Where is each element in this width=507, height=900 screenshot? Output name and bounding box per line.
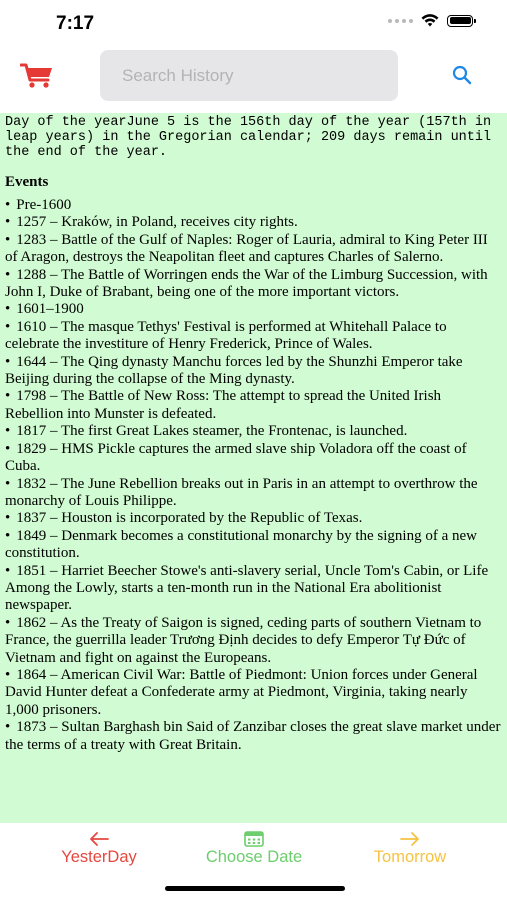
home-indicator[interactable] bbox=[165, 886, 345, 891]
event-item bbox=[5, 301, 502, 318]
bullet: • bbox=[5, 614, 11, 631]
events-list bbox=[0, 197, 507, 754]
bullet: • bbox=[5, 353, 11, 370]
wifi-icon bbox=[421, 14, 439, 27]
bullet: • bbox=[5, 388, 11, 405]
bullet: • bbox=[5, 318, 11, 335]
bullet: • bbox=[5, 301, 11, 318]
bullet: • bbox=[5, 562, 11, 579]
event-item bbox=[5, 232, 502, 267]
search-icon[interactable] bbox=[452, 65, 472, 85]
event-text: 1851 – Harriet Beecher Stowe's anti-slavery serial, Uncle Tom's Cabin, or Life Among the Lowly, starts a ten-month run in the National Era abolitionist newspaper. bbox=[5, 562, 489, 614]
event-item bbox=[5, 214, 502, 231]
bullet: • bbox=[5, 440, 11, 457]
event-item bbox=[5, 615, 502, 667]
choose-date-label: Choose Date bbox=[205, 848, 303, 866]
bullet: • bbox=[5, 197, 11, 213]
event-text: 1644 – The Qing dynasty Manchu forces led by the Shunzhi Emperor take Beijing during the collapse of the Ming dynasty. bbox=[5, 353, 463, 388]
event-text: 1849 – Denmark becomes a constitutional monarchy by the signing of a new constitution. bbox=[5, 527, 477, 562]
event-text: 1864 – American Civil War: Battle of Piedmont: Union forces under General David Hunter defeat a Confederate army at Piedmont, Virginia, taking nearly 1,000 prisoners. bbox=[5, 666, 478, 718]
event-text: 1601–1900 bbox=[16, 301, 84, 318]
event-text: 1832 – The June Rebellion breaks out in Paris in an attempt to overthrow the monarchy of Louis Philippe. bbox=[5, 475, 478, 509]
event-item bbox=[5, 388, 502, 423]
event-text: 1829 – HMS Pickle captures the armed slave ship Voladora off the coast of Cuba. bbox=[5, 440, 467, 475]
bullet: • bbox=[5, 266, 11, 283]
status-icons bbox=[388, 14, 473, 27]
event-item bbox=[5, 667, 502, 719]
event-item bbox=[5, 197, 502, 214]
bullet: • bbox=[5, 527, 11, 544]
search-input[interactable] bbox=[120, 65, 398, 87]
event-item bbox=[5, 441, 502, 476]
event-text: 1288 – The Battle of Worringen ends the War of the Limburg Succession, with John I, Duke of Brabant, being one of the more important victors. bbox=[5, 266, 488, 301]
tomorrow-button[interactable] bbox=[360, 831, 460, 867]
event-text: 1610 – The masque Tethys' Festival is performed at Whitehall Palace to celebrate the investiture of Henry Frederick, Prince of Wales. bbox=[5, 318, 447, 353]
tomorrow-label: Tomorrow bbox=[373, 848, 447, 866]
bullet: • bbox=[5, 510, 11, 527]
status-bar bbox=[0, 0, 507, 46]
event-item bbox=[5, 423, 502, 440]
event-item bbox=[5, 319, 502, 354]
event-text: 1817 – The first Great Lakes steamer, the Frontenac, is launched. bbox=[16, 423, 408, 440]
calendar-icon bbox=[244, 831, 264, 847]
events-heading: Events bbox=[5, 174, 49, 190]
bullet: • bbox=[5, 475, 11, 492]
event-item bbox=[5, 510, 502, 527]
history-content[interactable] bbox=[0, 113, 507, 823]
event-text: 1283 – Battle of the Gulf of Naples: Roger of Lauria, admiral to King Peter III of Aragon, destroys the Neapolitan fleet and captures Charles of Salerno. bbox=[5, 231, 488, 266]
shopping-cart-icon[interactable] bbox=[20, 63, 54, 89]
event-item bbox=[5, 563, 502, 615]
event-text: 1798 – The Battle of New Ross: The attempt to spread the United Irish Rebellion into Munster is defeated. bbox=[5, 388, 442, 422]
choose-date-button[interactable] bbox=[193, 831, 315, 867]
event-item bbox=[5, 719, 502, 754]
search-field[interactable] bbox=[100, 50, 398, 101]
bullet: • bbox=[5, 423, 11, 440]
event-text: 1837 – Houston is incorporated by the Republic of Texas. bbox=[16, 510, 363, 527]
bullet: • bbox=[5, 214, 11, 231]
yesterday-button[interactable] bbox=[50, 831, 148, 867]
event-item bbox=[5, 476, 502, 511]
event-text: 1257 – Kraków, in Poland, receives city rights. bbox=[16, 214, 298, 231]
battery-icon bbox=[447, 15, 473, 27]
event-item bbox=[5, 528, 502, 563]
yesterday-label: YesterDay bbox=[61, 848, 137, 866]
arrow-left-icon bbox=[88, 831, 110, 847]
event-item bbox=[5, 354, 502, 389]
event-text: Pre-1600 bbox=[16, 197, 72, 213]
event-text: 1862 – As the Treaty of Saigon is signed, ceding parts of southern Vietnam to France, the guerrilla leader Trương Định decides to defy Emperor Tự Đức of Vietnam and fight on against the Europeans. bbox=[5, 614, 482, 666]
bullet: • bbox=[5, 719, 11, 736]
event-text: 1873 – Sultan Barghash bin Said of Zanzibar closes the great slave market under the terms of a treaty with Great Britain. bbox=[5, 719, 501, 753]
bullet: • bbox=[5, 666, 11, 683]
arrow-right-icon bbox=[399, 831, 421, 847]
status-time: 7:17 bbox=[56, 13, 95, 34]
intro-text: Day of the yearJune 5 is the 156th day of the year (157th in leap years) in the Gregorian calendar; 209 days remain until the end of the year. bbox=[5, 115, 492, 160]
event-item bbox=[5, 267, 502, 302]
signal-icon bbox=[388, 19, 413, 23]
bullet: • bbox=[5, 231, 11, 248]
